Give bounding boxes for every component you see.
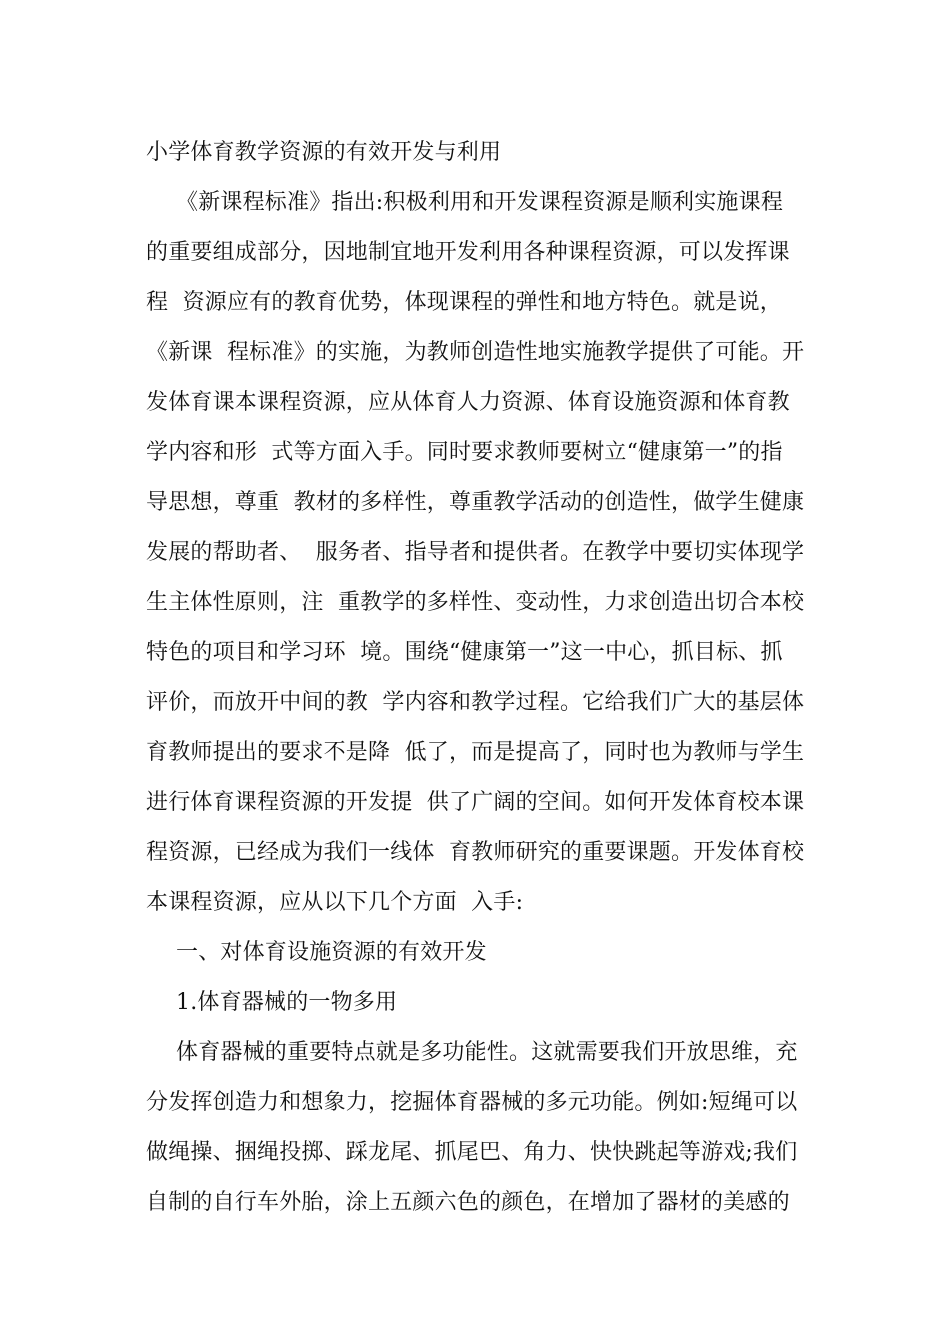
subsection-heading: 1.体育器械的一物多用: [176, 990, 398, 1015]
paragraph-line: 发展的帮助者、 服务者、指导者和提供者。在教学中要切实体现学: [146, 540, 805, 565]
paragraph-line: 程 资源应有的教育优势，体现课程的弹性和地方特色。就是说，: [146, 290, 782, 315]
paragraph-line: 《新课 程标准》的实施，为教师创造性地实施教学提供了可能。开: [146, 340, 805, 365]
paragraph-line: 自制的自行车外胎，涂上五颜六色的颜色，在增加了器材的美感的: [146, 1190, 790, 1215]
section-heading: 一、对体育设施资源的有效开发: [176, 940, 487, 965]
paragraph-line: 导思想，尊重 教材的多样性，尊重教学活动的创造性，做学生健康: [146, 490, 805, 515]
paragraph-line: 分发挥创造力和想象力，挖掘体育器械的多元功能。例如:短绳可以: [146, 1090, 798, 1115]
paragraph-line: 进行体育课程资源的开发提 供了广阔的空间。如何开发体育校本课: [146, 790, 805, 815]
paragraph-line: 《新课程标准》指出:积极利用和开发课程资源是顺利实施课程: [176, 190, 784, 215]
paragraph-line: 评价，而放开中间的教 学内容和教学过程。它给我们广大的基层体: [146, 690, 805, 715]
paragraph-line: 生主体性原则，注 重教学的多样性、变动性，力求创造出切合本校: [146, 590, 805, 615]
paragraph-line: 体育器械的重要特点就是多功能性。这就需要我们开放思维，充: [176, 1040, 798, 1065]
paragraph-line: 程资源，已经成为我们一线体 育教师研究的重要课题。开发体育校: [146, 840, 805, 865]
paragraph-line: 的重要组成部分，因地制宜地开发利用各种课程资源，可以发挥课: [146, 240, 790, 265]
document-title: 小学体育教学资源的有效开发与利用: [146, 140, 502, 165]
paragraph-line: 本课程资源，应从以下几个方面 入手:: [146, 890, 524, 915]
paragraph-line: 做绳操、捆绳投掷、踩龙尾、抓尾巴、角力、快快跳起等游戏;我们: [146, 1140, 798, 1165]
paragraph-line: 特色的项目和学习环 境。围绕“健康第一”这一中心，抓目标、抓: [146, 640, 783, 665]
paragraph-line: 发体育课本课程资源，应从体育人力资源、体育设施资源和体育教: [146, 390, 790, 415]
paragraph-line: 学内容和形 式等方面入手。同时要求教师要树立“健康第一”的指: [146, 440, 783, 465]
paragraph-line: 育教师提出的要求不是降 低了，而是提高了，同时也为教师与学生: [146, 740, 805, 765]
